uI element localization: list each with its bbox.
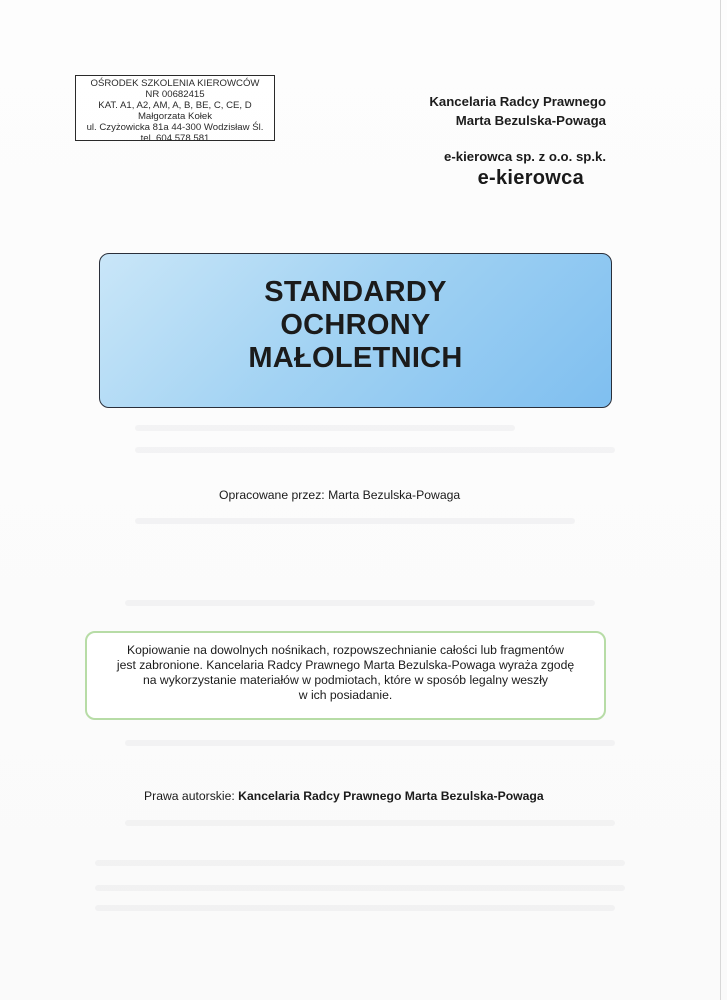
office-name: Kancelaria Radcy Prawnego — [429, 94, 606, 109]
bleed-through-mark — [135, 425, 515, 431]
company-name: e-kierowca sp. z o.o. sp.k. — [444, 149, 606, 164]
prepared-by: Opracowane przez: Marta Bezulska-Powaga — [219, 488, 461, 502]
copyright-holder: Kancelaria Radcy Prawnego Marta Bezulska-Powaga — [238, 789, 544, 803]
stamp-line: NR 00682415 — [145, 89, 205, 100]
copyright-label: Prawa autorskie: — [144, 789, 235, 803]
notice-line: Kopiowanie na dowolnych nośnikach, rozpowszechnianie całości lub fragmentów — [127, 643, 564, 657]
stamp-line: KAT. A1, A2, AM, A, B, BE, C, CE, D — [98, 100, 252, 111]
copying-notice — [85, 631, 606, 720]
office-owner: Marta Bezulska-Powaga — [455, 113, 606, 128]
bleed-through-mark — [95, 905, 615, 911]
bleed-through-mark — [125, 820, 615, 826]
bleed-through-mark — [95, 885, 625, 891]
page-edge — [720, 0, 721, 1000]
office-header — [429, 92, 606, 130]
notice-line: na wykorzystanie materiałów w podmiotach, które w sposób legalny weszły — [142, 673, 549, 687]
e-kierowca-logo: e-kierowca — [477, 167, 584, 189]
bleed-through-mark — [135, 447, 615, 453]
bleed-through-mark — [125, 600, 595, 606]
title-line-3: MAŁOLETNICH — [248, 342, 463, 374]
bleed-through-mark — [125, 740, 615, 746]
notice-line: jest zabronione. Kancelaria Radcy Prawnego Marta Bezulska-Powaga wyraża zgodę — [116, 658, 575, 672]
driving-school-stamp — [75, 75, 275, 144]
copyright-line — [144, 789, 544, 803]
title-banner — [99, 253, 612, 408]
title-line-1: STANDARDY — [264, 276, 447, 308]
stamp-line: Małgorzata Kołek — [137, 111, 213, 122]
notice-line: w ich posiadanie. — [298, 688, 393, 702]
stamp-line: ul. Czyżowicka 81a 44-300 Wodzisław Śl. — [86, 122, 264, 133]
title-line-2: OCHRONY — [280, 309, 431, 341]
bleed-through-mark — [135, 518, 575, 524]
stamp-line: OŚRODEK SZKOLENIA KIEROWCÓW — [90, 78, 260, 89]
bleed-through-mark — [95, 860, 625, 866]
stamp-line: tel. 604 578 581 — [140, 133, 210, 144]
